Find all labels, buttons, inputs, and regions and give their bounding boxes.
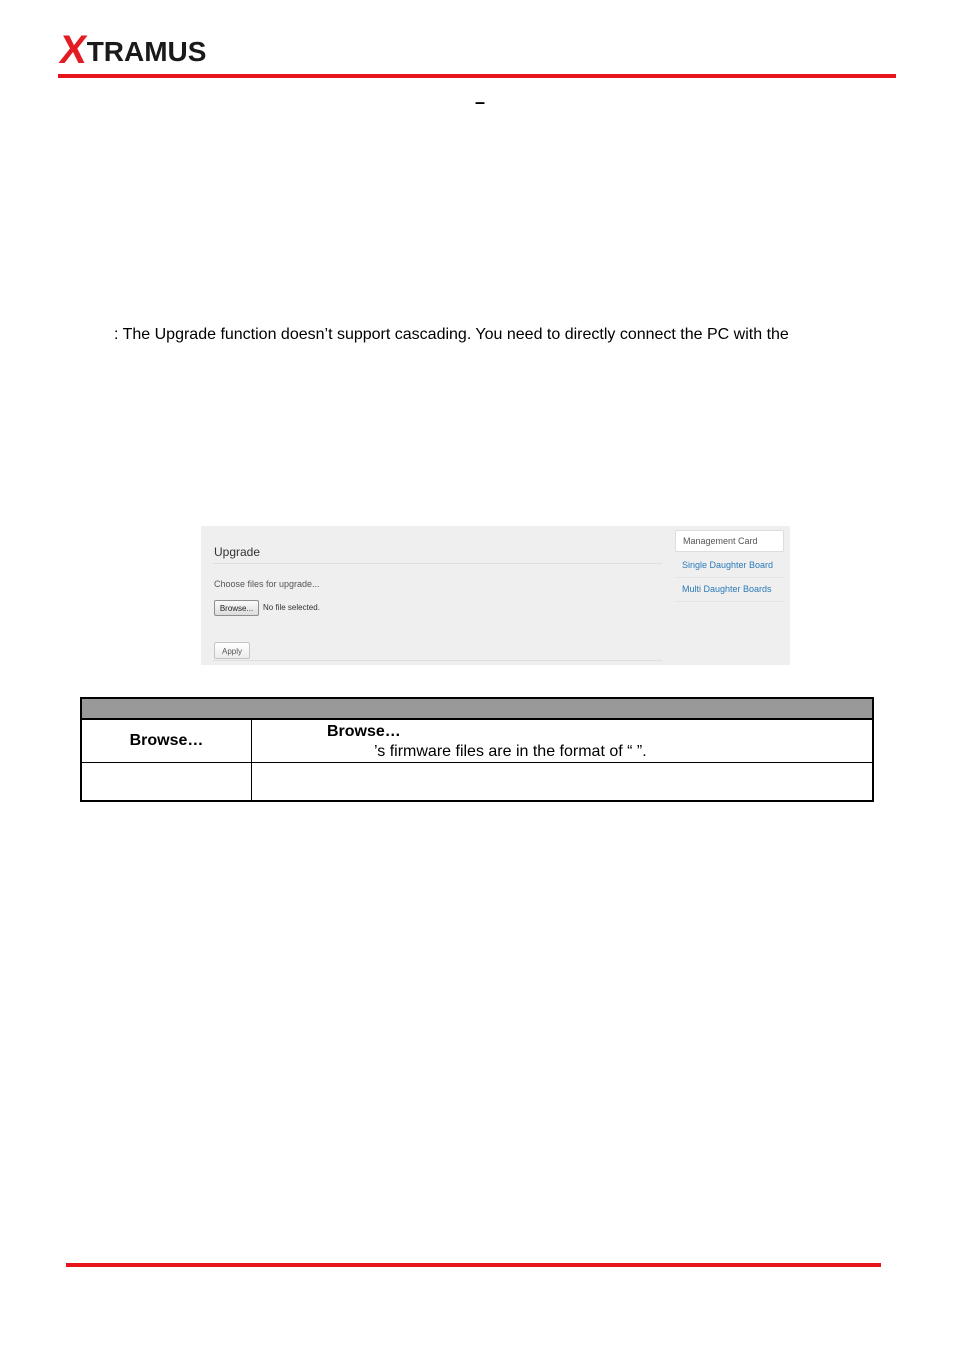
footer-divider — [213, 660, 662, 661]
header-rule — [58, 74, 896, 78]
apply-button[interactable]: Apply — [214, 642, 250, 659]
description-table — [80, 697, 874, 802]
no-file-status: No file selected. — [263, 603, 320, 612]
side-nav — [675, 530, 784, 602]
upgrade-screenshot — [201, 526, 790, 665]
browse-button[interactable]: Browse... — [214, 600, 259, 616]
row-desc-browse-format: ’s firmware files are in the format of “ ”. — [374, 743, 647, 760]
table-row — [82, 763, 872, 800]
title-dash: – — [475, 92, 486, 112]
nav-item-single-daughter-board[interactable]: Single Daughter Board — [675, 554, 784, 578]
logo-x-letter: X — [56, 28, 90, 72]
table-header — [82, 699, 872, 720]
nav-item-management-card[interactable]: Management Card — [675, 530, 784, 552]
row-label-browse: Browse… — [129, 732, 204, 749]
upgrade-title: Upgrade — [214, 545, 261, 559]
title-divider — [213, 563, 662, 564]
xtramus-logo — [56, 28, 207, 74]
row-desc-browse-bold: Browse… — [327, 723, 401, 740]
choose-files-label: Choose files for upgrade... — [214, 579, 320, 589]
nav-item-multi-daughter-boards[interactable]: Multi Daughter Boards — [675, 578, 784, 602]
logo-wordmark: TRAMUS — [86, 36, 207, 67]
cascading-note: : The Upgrade function doesn’t support cascading. You need to directly connect the PC with the — [114, 326, 789, 343]
table-row — [82, 720, 872, 763]
footer-rule — [66, 1263, 881, 1267]
